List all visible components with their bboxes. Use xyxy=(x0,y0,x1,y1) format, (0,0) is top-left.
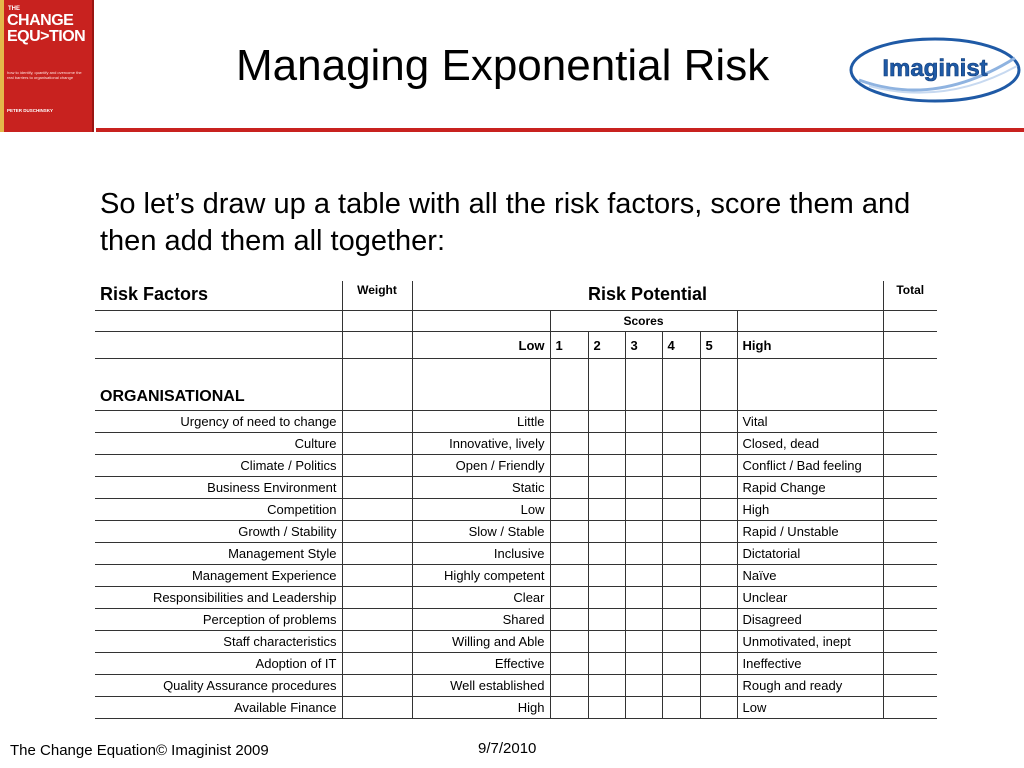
logo-text: Imaginist xyxy=(882,55,988,82)
high-risk-descriptor: Rapid Change xyxy=(737,477,883,499)
total-cell[interactable] xyxy=(883,477,937,499)
low-risk-descriptor: High xyxy=(412,697,550,719)
high-risk-descriptor: Conflict / Bad feeling xyxy=(737,455,883,477)
score-cell-5[interactable] xyxy=(700,543,737,565)
total-cell[interactable] xyxy=(883,433,937,455)
low-risk-descriptor: Slow / Stable xyxy=(412,521,550,543)
table-row xyxy=(95,565,937,587)
score-cell-1[interactable] xyxy=(550,609,588,631)
score-cell-3[interactable] xyxy=(625,411,662,433)
low-risk-descriptor: Shared xyxy=(412,609,550,631)
total-cell[interactable] xyxy=(883,631,937,653)
weight-cell[interactable] xyxy=(342,653,412,675)
high-risk-descriptor: Low xyxy=(737,697,883,719)
weight-cell[interactable] xyxy=(342,697,412,719)
weight-cell[interactable] xyxy=(342,411,412,433)
score-cell-5[interactable] xyxy=(700,477,737,499)
risk-factor-label: Management Experience xyxy=(95,565,342,587)
risk-factor-label: Staff characteristics xyxy=(95,631,342,653)
score-cell-3[interactable] xyxy=(625,543,662,565)
score-cell-3[interactable] xyxy=(625,521,662,543)
score-cell-2[interactable] xyxy=(588,565,625,587)
table-row xyxy=(95,411,937,433)
high-risk-descriptor: Ineffective xyxy=(737,653,883,675)
score-cell-2[interactable] xyxy=(588,499,625,521)
score-cell-5[interactable] xyxy=(700,631,737,653)
score-cell-3[interactable] xyxy=(625,433,662,455)
score-cell-3[interactable] xyxy=(625,631,662,653)
risk-factor-label: Quality Assurance procedures xyxy=(95,675,342,697)
table-row xyxy=(95,499,937,521)
score-5: 5 xyxy=(700,332,737,359)
total-cell[interactable] xyxy=(883,587,937,609)
table-row xyxy=(95,653,937,675)
weight-cell[interactable] xyxy=(342,565,412,587)
score-cell-5[interactable] xyxy=(700,587,737,609)
table-row xyxy=(95,587,937,609)
total-cell[interactable] xyxy=(883,499,937,521)
scale-row xyxy=(95,332,937,359)
total-cell[interactable] xyxy=(883,411,937,433)
score-cell-1[interactable] xyxy=(550,521,588,543)
table-row xyxy=(95,675,937,697)
total-cell[interactable] xyxy=(883,521,937,543)
high-risk-descriptor: Closed, dead xyxy=(737,433,883,455)
table-row xyxy=(95,521,937,543)
total-cell[interactable] xyxy=(883,565,937,587)
risk-factor-label: Growth / Stability xyxy=(95,521,342,543)
book-cover-title-line2: EQU>TION xyxy=(7,28,86,45)
risk-factor-label: Climate / Politics xyxy=(95,455,342,477)
score-cell-5[interactable] xyxy=(700,609,737,631)
score-cell-3[interactable] xyxy=(625,609,662,631)
high-risk-descriptor: Unmotivated, inept xyxy=(737,631,883,653)
section-row xyxy=(95,359,937,411)
low-risk-descriptor: Open / Friendly xyxy=(412,455,550,477)
score-cell-2[interactable] xyxy=(588,455,625,477)
slide-title: Managing Exponential Risk xyxy=(236,41,770,90)
score-cell-4[interactable] xyxy=(662,543,700,565)
score-cell-4[interactable] xyxy=(662,565,700,587)
risk-factor-label: Responsibilities and Leadership xyxy=(95,587,342,609)
score-cell-5[interactable] xyxy=(700,521,737,543)
total-cell[interactable] xyxy=(883,543,937,565)
score-cell-1[interactable] xyxy=(550,477,588,499)
risk-factor-label: Adoption of IT xyxy=(95,653,342,675)
table-row xyxy=(95,477,937,499)
weight-cell[interactable] xyxy=(342,609,412,631)
high-risk-descriptor: Naïve xyxy=(737,565,883,587)
score-cell-2[interactable] xyxy=(588,477,625,499)
score-cell-4[interactable] xyxy=(662,499,700,521)
risk-factors-table xyxy=(95,281,937,719)
weight-cell[interactable] xyxy=(342,631,412,653)
table-row xyxy=(95,433,937,455)
weight-cell[interactable] xyxy=(342,499,412,521)
weight-cell[interactable] xyxy=(342,455,412,477)
book-cover-image xyxy=(0,0,94,132)
table-row xyxy=(95,543,937,565)
low-risk-descriptor: Inclusive xyxy=(412,543,550,565)
table-row xyxy=(95,455,937,477)
score-cell-3[interactable] xyxy=(625,587,662,609)
low-risk-descriptor: Effective xyxy=(412,653,550,675)
section-label: ORGANISATIONAL xyxy=(95,359,342,411)
score-cell-5[interactable] xyxy=(700,411,737,433)
score-cell-2[interactable] xyxy=(588,675,625,697)
high-risk-descriptor: Vital xyxy=(737,411,883,433)
table-row xyxy=(95,609,937,631)
score-cell-2[interactable] xyxy=(588,433,625,455)
low-risk-descriptor: Highly competent xyxy=(412,565,550,587)
total-cell[interactable] xyxy=(883,609,937,631)
total-cell[interactable] xyxy=(883,697,937,719)
risk-factor-label: Competition xyxy=(95,499,342,521)
high-risk-descriptor: Rough and ready xyxy=(737,675,883,697)
score-cell-4[interactable] xyxy=(662,477,700,499)
low-label: Low xyxy=(412,332,550,359)
risk-factor-label: Business Environment xyxy=(95,477,342,499)
low-risk-descriptor: Clear xyxy=(412,587,550,609)
book-cover-author: PETER DUSCHINSKY xyxy=(7,108,54,113)
high-risk-descriptor: Rapid / Unstable xyxy=(737,521,883,543)
score-cell-4[interactable] xyxy=(662,433,700,455)
score-cell-4[interactable] xyxy=(662,609,700,631)
risk-potential-header: Risk Potential xyxy=(412,281,883,311)
score-cell-2[interactable] xyxy=(588,631,625,653)
score-cell-2[interactable] xyxy=(588,609,625,631)
weight-cell[interactable] xyxy=(342,675,412,697)
score-cell-1[interactable] xyxy=(550,697,588,719)
score-4: 4 xyxy=(662,332,700,359)
score-3: 3 xyxy=(625,332,662,359)
book-cover-the: THE xyxy=(8,6,20,12)
score-cell-2[interactable] xyxy=(588,543,625,565)
score-cell-4[interactable] xyxy=(662,587,700,609)
score-cell-4[interactable] xyxy=(662,455,700,477)
low-risk-descriptor: Static xyxy=(412,477,550,499)
score-cell-5[interactable] xyxy=(700,675,737,697)
score-cell-4[interactable] xyxy=(662,411,700,433)
imaginist-logo xyxy=(849,36,1021,104)
risk-factors-header: Risk Factors xyxy=(95,281,342,311)
score-cell-4[interactable] xyxy=(662,675,700,697)
score-cell-3[interactable] xyxy=(625,653,662,675)
score-cell-2[interactable] xyxy=(588,697,625,719)
score-cell-5[interactable] xyxy=(700,455,737,477)
score-cell-4[interactable] xyxy=(662,653,700,675)
high-risk-descriptor: High xyxy=(737,499,883,521)
score-cell-1[interactable] xyxy=(550,675,588,697)
high-risk-descriptor: Disagreed xyxy=(737,609,883,631)
score-cell-2[interactable] xyxy=(588,411,625,433)
score-cell-1[interactable] xyxy=(550,411,588,433)
table-header-row xyxy=(95,281,937,311)
score-cell-4[interactable] xyxy=(662,521,700,543)
high-label: High xyxy=(737,332,883,359)
score-cell-2[interactable] xyxy=(588,653,625,675)
score-cell-1[interactable] xyxy=(550,631,588,653)
score-cell-5[interactable] xyxy=(700,499,737,521)
table-row xyxy=(95,697,937,719)
score-cell-1[interactable] xyxy=(550,433,588,455)
weight-cell[interactable] xyxy=(342,477,412,499)
risk-factor-label: Culture xyxy=(95,433,342,455)
score-cell-5[interactable] xyxy=(700,653,737,675)
score-cell-3[interactable] xyxy=(625,565,662,587)
weight-cell[interactable] xyxy=(342,521,412,543)
score-cell-5[interactable] xyxy=(700,697,737,719)
high-risk-descriptor: Dictatorial xyxy=(737,543,883,565)
footer-copyright: The Change Equation© Imaginist 2009 xyxy=(10,742,269,759)
footer-date: 9/7/2010 xyxy=(478,740,537,757)
score-cell-3[interactable] xyxy=(625,697,662,719)
score-cell-2[interactable] xyxy=(588,587,625,609)
score-cell-4[interactable] xyxy=(662,631,700,653)
high-risk-descriptor: Unclear xyxy=(737,587,883,609)
score-cell-4[interactable] xyxy=(662,697,700,719)
total-cell[interactable] xyxy=(883,455,937,477)
score-cell-1[interactable] xyxy=(550,587,588,609)
total-header: Total xyxy=(883,281,937,311)
intro-text: So let’s draw up a table with all the risk factors, score them and then add them all together: xyxy=(100,188,911,257)
risk-factor-label: Management Style xyxy=(95,543,342,565)
scores-label: Scores xyxy=(550,311,737,332)
score-2: 2 xyxy=(588,332,625,359)
low-risk-descriptor: Well established xyxy=(412,675,550,697)
book-cover-title-line1: CHANGE xyxy=(7,12,74,29)
score-cell-1[interactable] xyxy=(550,653,588,675)
risk-factor-label: Urgency of need to change xyxy=(95,411,342,433)
score-cell-5[interactable] xyxy=(700,433,737,455)
score-cell-1[interactable] xyxy=(550,455,588,477)
low-risk-descriptor: Little xyxy=(412,411,550,433)
score-cell-3[interactable] xyxy=(625,499,662,521)
total-cell[interactable] xyxy=(883,675,937,697)
low-risk-descriptor: Innovative, lively xyxy=(412,433,550,455)
score-cell-3[interactable] xyxy=(625,675,662,697)
low-risk-descriptor: Low xyxy=(412,499,550,521)
score-cell-3[interactable] xyxy=(625,477,662,499)
weight-cell[interactable] xyxy=(342,543,412,565)
scores-row xyxy=(95,311,937,332)
book-spine xyxy=(0,0,4,132)
risk-factor-label: Perception of problems xyxy=(95,609,342,631)
total-cell[interactable] xyxy=(883,653,937,675)
risk-factor-label: Available Finance xyxy=(95,697,342,719)
header-divider xyxy=(96,128,1024,132)
score-cell-1[interactable] xyxy=(550,499,588,521)
weight-cell[interactable] xyxy=(342,587,412,609)
score-cell-2[interactable] xyxy=(588,521,625,543)
score-1: 1 xyxy=(550,332,588,359)
score-cell-1[interactable] xyxy=(550,543,588,565)
score-cell-1[interactable] xyxy=(550,565,588,587)
table-row xyxy=(95,631,937,653)
score-cell-3[interactable] xyxy=(625,455,662,477)
weight-cell[interactable] xyxy=(342,433,412,455)
weight-header: Weight xyxy=(342,281,412,311)
score-cell-5[interactable] xyxy=(700,565,737,587)
book-cover-blurb: how to identify, quantify and overcome the real barriers to organisational change xyxy=(7,70,82,80)
low-risk-descriptor: Willing and Able xyxy=(412,631,550,653)
